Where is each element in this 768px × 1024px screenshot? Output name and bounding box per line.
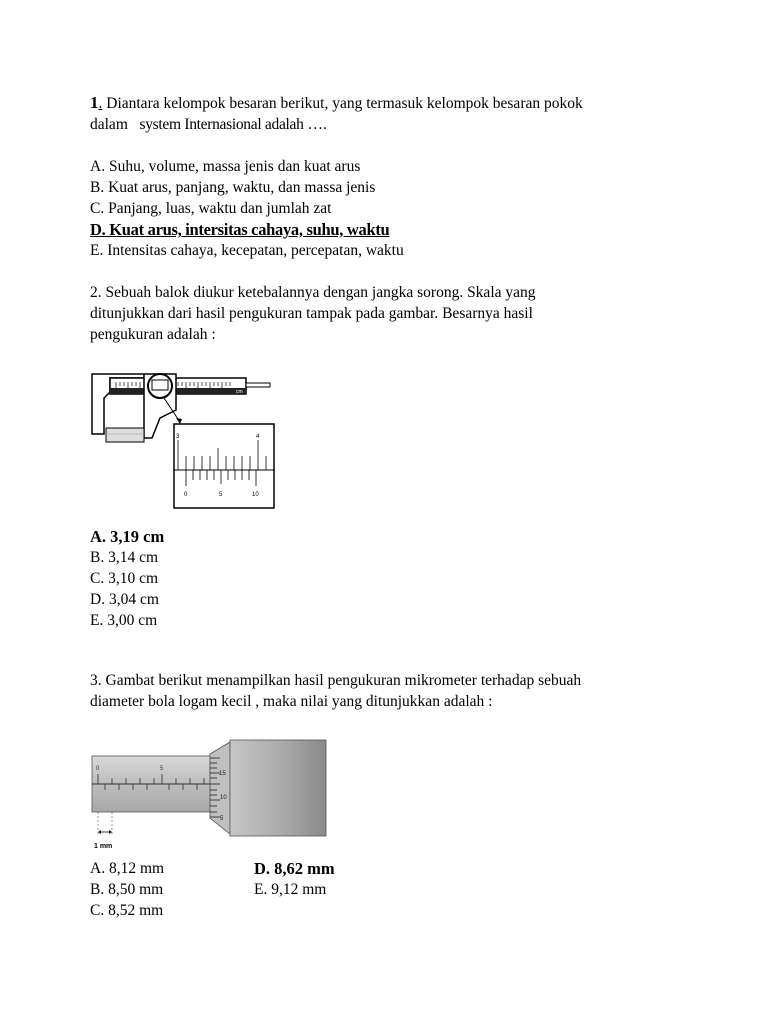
- q3-option-a: A. 8,12 mm: [90, 860, 165, 877]
- q1-number: 1: [90, 93, 99, 112]
- q3-option-b: B. 8,50 mm: [90, 881, 164, 898]
- q1-stem-text-b: system Internasional adalah: [139, 116, 304, 133]
- zoom-vernier-label-5: 5: [219, 492, 223, 498]
- caliper-vernier-window: [152, 380, 168, 390]
- q2-option-d: D. 3,04 cm: [90, 591, 159, 608]
- caliper-depth-rod: [246, 383, 270, 387]
- q3-stem-line-2: diameter bola logam kecil , maka nilai yang ditunjukkan adalah :: [90, 693, 493, 710]
- question-1: [90, 92, 710, 345]
- micrometer-thimble-label-5: 5: [220, 816, 224, 822]
- q2-option-c: C. 3,10 cm: [90, 570, 159, 587]
- caliper-beam-strip: [110, 388, 246, 394]
- q1-number-dot: .: [98, 95, 103, 112]
- micrometer-sleeve-label-5: 5: [160, 766, 164, 772]
- q1-stem-text-a: dalam: [90, 116, 140, 133]
- q1-option-c: C. Panjang, luas, waktu dan jumlah zat: [90, 200, 332, 217]
- q2-stem-line-1: 2. Sebuah balok diukur ketebalannya dengan jangka sorong. Skala yang: [90, 284, 536, 301]
- question-3: [90, 670, 710, 712]
- q1-option-e: E. Intensitas cahaya, kecepatan, percepatan, waktu: [90, 242, 404, 259]
- micrometer-thimble-label-10: 10: [220, 795, 227, 801]
- micrometer-thimble-label-15: 15: [219, 771, 226, 777]
- q2-stem-line-2: ditunjukkan dari hasil pengukuran tampak pada gambar. Besarnya hasil: [90, 305, 533, 322]
- q1-option-d-correct: D. Kuat arus, intersitas cahaya, suhu, waktu: [90, 220, 390, 239]
- zoom-vernier-label-0: 0: [184, 492, 188, 498]
- q2-option-e: E. 3,00 cm: [90, 612, 158, 629]
- q1-stem-line-1: [90, 92, 710, 114]
- one-mm-label: 1 mm: [94, 843, 113, 850]
- q2-option-a-correct: A. 3,19 cm: [90, 527, 165, 546]
- zoom-vernier-label-10: 10: [252, 492, 259, 498]
- vernier-caliper-figure: [90, 352, 280, 512]
- q3-stem-line-1: 3. Gambat berikut menampilkan hasil pengukuran mikrometer terhadap sebuah: [90, 672, 582, 689]
- q2-option-b: B. 3,14 cm: [90, 549, 159, 566]
- q1-option-b: B. Kuat arus, panjang, waktu, dan massa jenis: [90, 179, 376, 196]
- measured-block: [106, 428, 144, 442]
- zoom-main-label-3: 3: [176, 434, 180, 440]
- q3-option-e: E. 9,12 mm: [254, 881, 327, 898]
- q1-stem-text: Diantara kelompok besaran berikut, yang termasuk kelompok besaran pokok: [102, 95, 583, 112]
- q3-option-c: C. 8,52 mm: [90, 902, 164, 919]
- q1-stem-line-2: [90, 114, 710, 135]
- micrometer-figure: [90, 736, 330, 854]
- q2-options: [90, 526, 164, 631]
- micrometer-sleeve-label-0: 0: [96, 766, 100, 772]
- caliper-unit-label: cm: [236, 389, 243, 395]
- q1-stem-text-c: ….: [303, 116, 327, 133]
- q2-stem-line-3: pengukuran adalah :: [90, 326, 216, 343]
- micrometer-thimble: [230, 740, 326, 836]
- zoom-main-label-4: 4: [256, 434, 260, 440]
- q1-option-a: A. Suhu, volume, massa jenis dan kuat arus: [90, 158, 361, 175]
- q3-option-d-correct: D. 8,62 mm: [254, 859, 335, 878]
